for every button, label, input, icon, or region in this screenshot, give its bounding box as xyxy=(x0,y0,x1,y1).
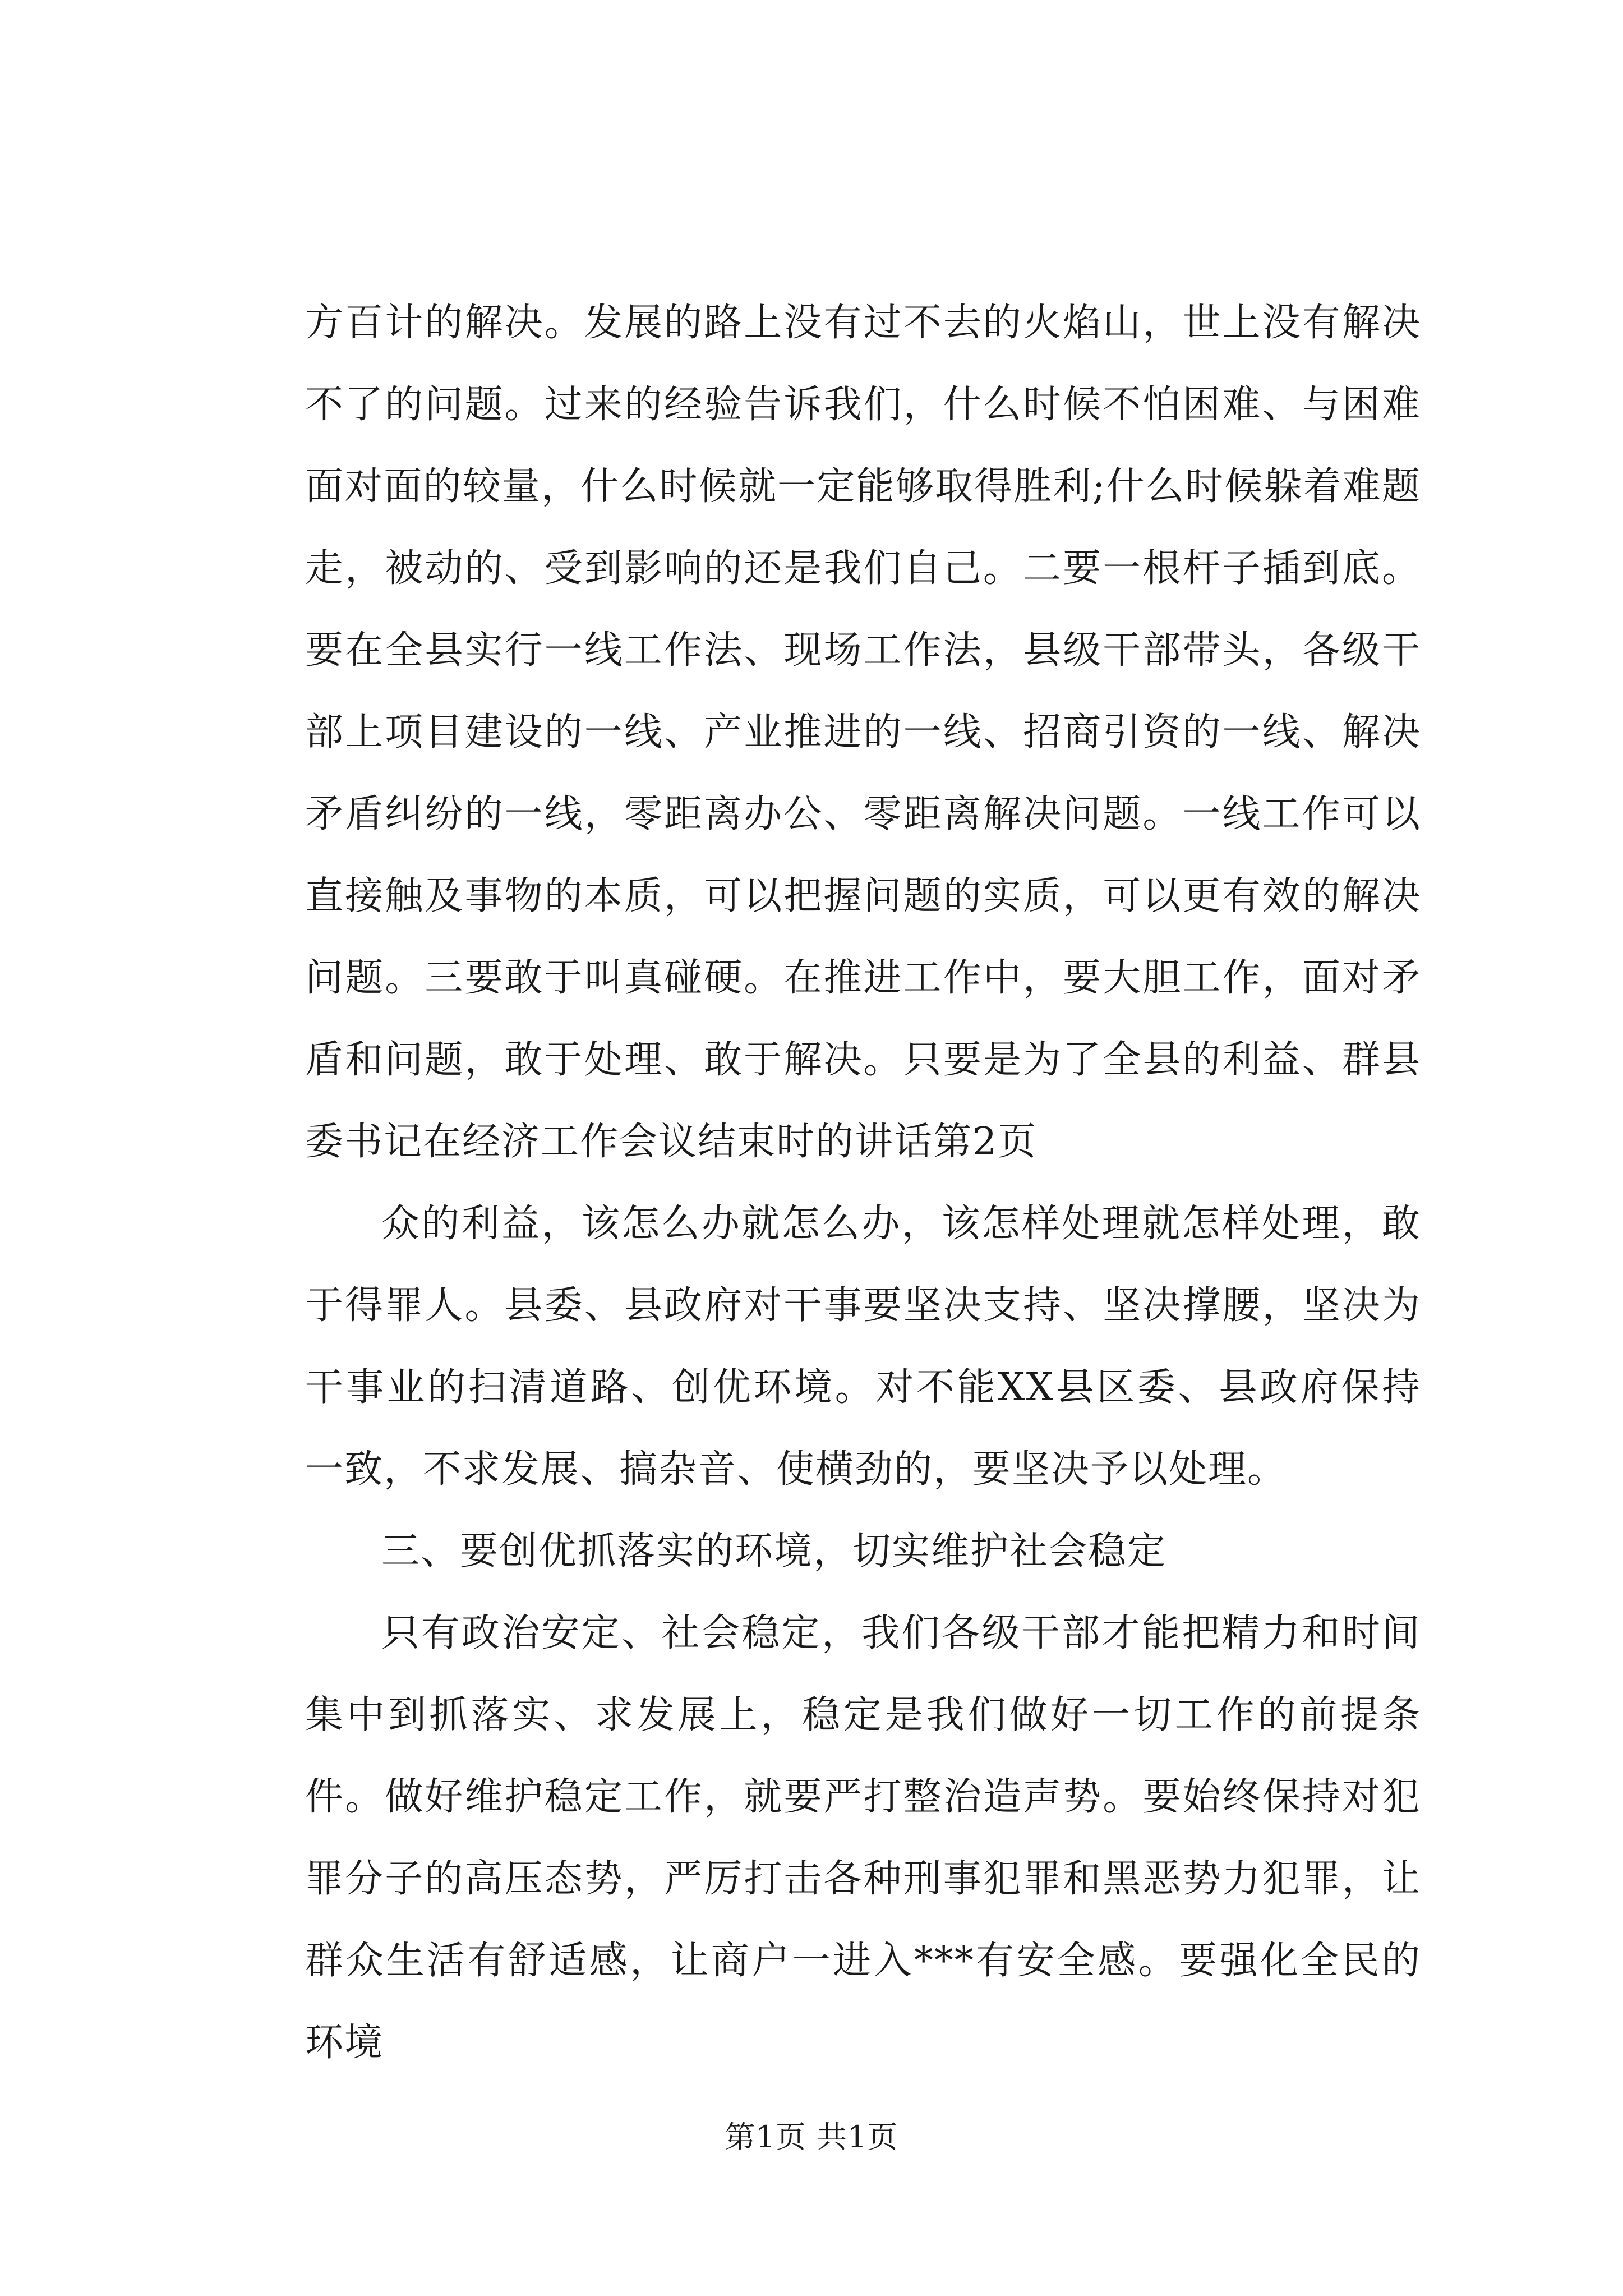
paragraph-4: 只有政治安定、社会稳定，我们各级干部才能把精力和时间集中到抓落实、求发展上，稳定是我们做好一切工作的前提条件。做好维护稳定工作，就要严打整治造声势。要始终保持对犯罪分子的高压态势，严厉打击各种刑事犯罪和黑恶势力犯罪，让群众生活有舒适感，让商户一进入***有安全感。要强化全民的环境 xyxy=(305,1611,1421,2065)
paragraph-2: 众的利益，该怎么办就怎么办，该怎样处理就怎样处理，敢于得罪人。县委、县政府对干事要坚决支持、坚决撑腰，坚决为干事业的扫清道路、创优环境。对不能XX县区委、县政府保持一致，不求发展、搞杂音、使横劲的，要坚决予以处理。 xyxy=(305,1202,1421,1492)
page-footer: 第1页 共1页 xyxy=(725,2119,898,2155)
paragraph-1: 方百计的解决。发展的路上没有过不去的火焰山，世上没有解决不了的问题。过来的经验告诉我们，什么时候不怕困难、与困难面对面的较量，什么时候就一定能够取得胜利;什么时候躲着难题走，被动的、受到影响的还是我们自己。二要一根杆子插到底。要在全县实行一线工作法、现场工作法，县级干部带头，各级干部上项目建设的一线、产业推进的一线、招商引资的一线、解决矛盾纠纷的一线，零距离办公、零距离解决问题。一线工作可以直接触及事物的本质，可以把握问题的实质，可以更有效的解决问题。三要敢于叫真碰硬。在推进工作中，要大胆工作，面对矛盾和问题，敢于处理、敢于解决。只要是为了全县的利益、群县委书记在经济工作会议结束时的讲话第2页 xyxy=(305,301,1421,1164)
document-body xyxy=(305,282,1421,2084)
section-heading-3: 三、要创优抓落实的环境，切实维护社会稳定 xyxy=(381,1529,1167,1573)
